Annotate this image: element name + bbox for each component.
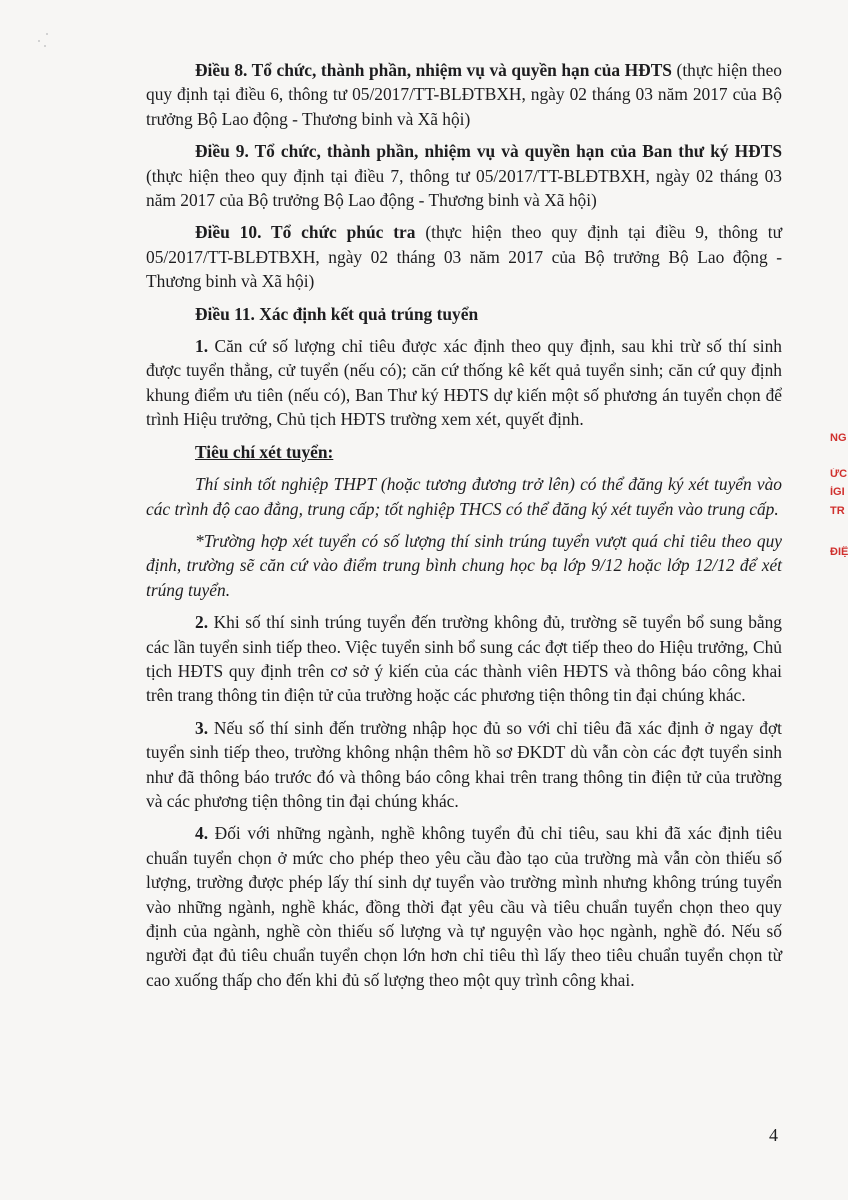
article-10-heading: Điều 10. Tổ chức phúc tra (195, 222, 416, 243)
item-3-text: Nếu số thí sinh đến trường nhập học đủ so với chỉ tiêu đã xác định ở ngay đợt tuyển sinh tiếp theo, trường không nhận thêm hồ sơ ĐKDT dù vẫn còn các đợt tuyển sinh như đã thông báo trước đó và thông báo công khai trên trang thông tin điện tử của trường và các phương tiện thông tin đại chúng khác. (146, 717, 782, 811)
item-4-text: Đối với những ngành, nghề không tuyển đủ chỉ tiêu, sau khi đã xác định tiêu chuẩn tuyển chọn ở mức cho phép theo yêu cầu đào tạo của trường mà vẫn còn thiếu số lượng, trường được phép lấy thí sinh dự tuyển vào trường mình nhưng không trúng tuyển vào những ngành, nghề khác, đồng thời đạt yêu cầu và tiêu chuẩn tuyển chọn theo quy định của ngành, nghề còn thiếu số lượng và tự nguyện vào học ngành, nghề đó. Nếu số người đạt đủ tiêu chuẩn tuyển chọn lớn hơn chỉ tiêu thì lấy theo tiêu chuẩn tuyển chọn từ cao xuống thấp cho đến khi đủ số lượng theo một quy trình công khai. (146, 823, 782, 990)
article-8 (146, 58, 782, 131)
stamp-fragment: TR (830, 505, 845, 517)
article-8-heading: Điều 8. Tổ chức, thành phần, nhiệm vụ và quyền hạn của HĐTS (195, 60, 672, 80)
stamp-fragment: ÌGI (830, 486, 845, 498)
item-2-number: 2. (195, 612, 209, 633)
scan-speck (38, 40, 40, 42)
article-11-item-4 (146, 821, 782, 992)
article-8-text: (thực hiện theo quy định tại điều 6, thông tư 05/2017/TT-BLĐTBXH, ngày 02 tháng 03 năm 2017 của Bộ trưởng Bộ Lao động - Thương binh và Xã hội) (146, 60, 782, 129)
item-2-text: Khi số thí sinh trúng tuyển đến trường không đủ, trường sẽ tuyển bổ sung bằng các lần tuyển sinh tiếp theo. Việc tuyển sinh bổ sung các đợt tiếp theo do Hiệu trưởng, Chủ tịch HĐTS quy định trên cơ sở ý kiến của các thành viên HĐTS và thông báo công khai trên trang thông tin điện tử của trường hoặc các phương tiện thông tin đại chúng khác. (146, 612, 782, 706)
article-11-heading: Điều 11. Xác định kết quả trúng tuyển (195, 303, 479, 324)
criteria-title-line (146, 440, 782, 464)
item-1-text: Căn cứ số lượng chỉ tiêu được xác định theo quy định, sau khi trừ số thí sinh được tuyển thẳng, cử tuyển (nếu có); căn cứ thống kê kết quả tuyển sinh; căn cứ quy định khung điểm ưu tiên (nếu có), Ban Thư ký HĐTS dự kiến một số phương án tuyển chọn để trình Hiệu trưởng, Chủ tịch HĐTS trường xem xét, quyết định. (146, 336, 782, 430)
scan-speck (46, 33, 48, 35)
article-10 (146, 220, 782, 293)
article-9 (146, 139, 782, 212)
article-11-item-3 (146, 716, 782, 814)
criteria-title: Tiêu chí xét tuyển: (195, 441, 334, 462)
item-1-number: 1. (195, 336, 209, 357)
article-10-text: (thực hiện theo quy định tại điều 9, thông tư 05/2017/TT-BLĐTBXH, ngày 02 tháng 03 năm 2017 của Bộ trưởng Bộ Lao động - Thương binh và Xã hội) (146, 222, 782, 292)
stamp-fragment: ĐIỆ (830, 546, 848, 558)
article-11-item-2 (146, 610, 782, 708)
stamp-fragment: NG (830, 432, 847, 444)
article-11-item-1 (146, 334, 782, 432)
criteria-paragraph-1: Thí sinh tốt nghiệp THPT (hoặc tương đương trở lên) có thể đăng ký xét tuyển vào các trình độ cao đẳng, trung cấp; tốt nghiệp THCS có thể đăng ký xét tuyển vào trung cấp. (146, 474, 782, 519)
article-9-heading: Điều 9. Tổ chức, thành phần, nhiệm vụ và quyền hạn của Ban thư ký HĐTS (195, 141, 782, 162)
page-number: 4 (769, 1125, 778, 1145)
scan-speck (44, 45, 46, 47)
item-4-number: 4. (195, 823, 209, 844)
document-body (146, 58, 782, 1000)
item-3-number: 3. (195, 717, 209, 738)
criteria-paragraph-2: *Trường hợp xét tuyển có số lượng thí sinh trúng tuyển vượt quá chỉ tiêu theo quy định, trường sẽ căn cứ vào điểm trung bình chung học bạ lớp 9/12 hoặc lớp 12/12 để xét trúng tuyển. (146, 530, 782, 600)
article-9-text: (thực hiện theo quy định tại điều 7, thông tư 05/2017/TT-BLĐTBXH, ngày 02 tháng 03 năm 2017 của Bộ trưởng Bộ Lao động - Thương binh và Xã hội) (146, 165, 782, 211)
stamp-fragment: ỨC (830, 468, 848, 480)
